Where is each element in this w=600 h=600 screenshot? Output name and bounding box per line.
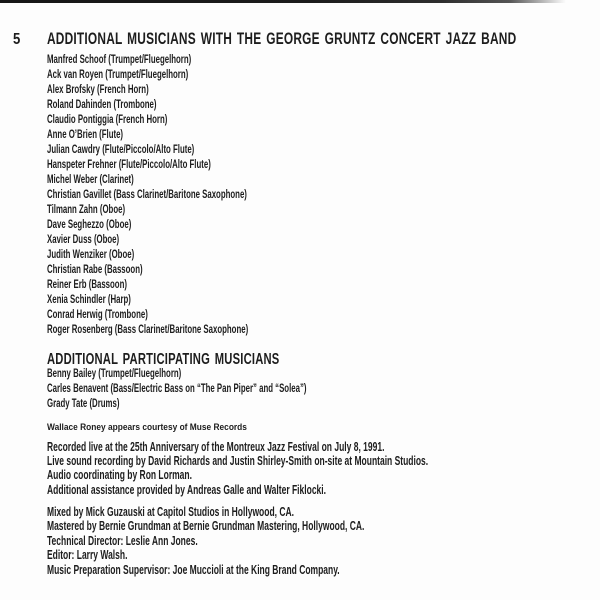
credit-line: Mixed by Mick Guzauski at Capitol Studios in Hollywood, CA. bbox=[47, 504, 294, 519]
credit-line: Live sound recording by David Richards and Justin Shirley-Smith on-site at Mountain Studios. bbox=[47, 454, 429, 469]
musician-line: Xavier Duss (Oboe) bbox=[47, 234, 120, 246]
scan-artifact-line bbox=[0, 0, 566, 3]
musician-line: Claudio Pontiggia (French Horn) bbox=[47, 114, 168, 126]
credit-line: Audio coordinating by Ron Lorman. bbox=[47, 468, 192, 483]
musician-line: Conrad Herwig (Trombone) bbox=[47, 309, 148, 321]
musician-line: Manfred Schoof (Trumpet/Fluegelhorn) bbox=[47, 54, 192, 66]
musician-line: Christian Gavillet (Bass Clarinet/Baritone Saxophone) bbox=[47, 189, 247, 201]
credit-line: Editor: Larry Walsh. bbox=[47, 548, 128, 563]
musician-line: Tilmann Zahn (Oboe) bbox=[47, 204, 126, 216]
courtesy-note: Wallace Roney appears courtesy of Muse Records bbox=[47, 422, 247, 433]
musician-line: Anne O’Brien (Flute) bbox=[47, 129, 124, 141]
participating-section-heading: ADDITIONAL PARTICIPATING MUSICIANS bbox=[47, 351, 280, 368]
credits-content bbox=[47, 31, 600, 577]
musician-line: Alex Brofsky (French Horn) bbox=[47, 84, 149, 96]
musician-line: Grady Tate (Drums) bbox=[47, 398, 120, 410]
musician-line: Julian Cawdry (Flute/Piccolo/Alto Flute) bbox=[47, 144, 195, 156]
participating-musicians-list bbox=[47, 367, 600, 412]
musician-line: Carles Benavent (Bass/Electric Bass on “The Pan Piper” and “Solea”) bbox=[47, 383, 307, 395]
credit-line: Music Preparation Supervisor: Joe Muccioli at the King Brand Company. bbox=[47, 562, 340, 577]
track-number: 5 bbox=[13, 31, 21, 48]
musician-line: Christian Rabe (Bassoon) bbox=[47, 264, 143, 276]
musician-line: Judith Wenziker (Oboe) bbox=[47, 249, 135, 261]
musician-line: Michel Weber (Clarinet) bbox=[47, 174, 134, 186]
musician-line: Benny Bailey (Trumpet/Fluegelhorn) bbox=[47, 368, 182, 380]
musician-line: Xenia Schindler (Harp) bbox=[47, 294, 131, 306]
production-credits-block bbox=[47, 505, 600, 578]
recording-credits-block bbox=[47, 440, 600, 497]
musician-line: Dave Seghezzo (Oboe) bbox=[47, 219, 132, 231]
credit-line: Recorded live at the 25th Anniversary of the Montreux Jazz Festival on July 8, 1991. bbox=[47, 440, 385, 454]
band-section-heading: ADDITIONAL MUSICIANS WITH THE GEORGE GRUNTZ CONCERT JAZZ BAND bbox=[47, 29, 517, 48]
credit-line: Mastered by Bernie Grundman at Bernie Grundman Mastering, Hollywood, CA. bbox=[47, 519, 365, 534]
musician-line: Roger Rosenberg (Bass Clarinet/Baritone Saxophone) bbox=[47, 324, 249, 336]
band-musicians-list bbox=[47, 53, 600, 338]
musician-line: Reiner Erb (Bassoon) bbox=[47, 279, 127, 291]
credit-line: Additional assistance provided by Andreas Galle and Walter Fiklocki. bbox=[47, 482, 327, 497]
credit-line: Technical Director: Leslie Ann Jones. bbox=[47, 533, 198, 548]
musician-line: Hanspeter Frehner (Flute/Piccolo/Alto Flute) bbox=[47, 159, 211, 171]
musician-line: Ack van Royen (Trumpet/Fluegelhorn) bbox=[47, 69, 189, 81]
musician-line: Roland Dahinden (Trombone) bbox=[47, 99, 157, 111]
